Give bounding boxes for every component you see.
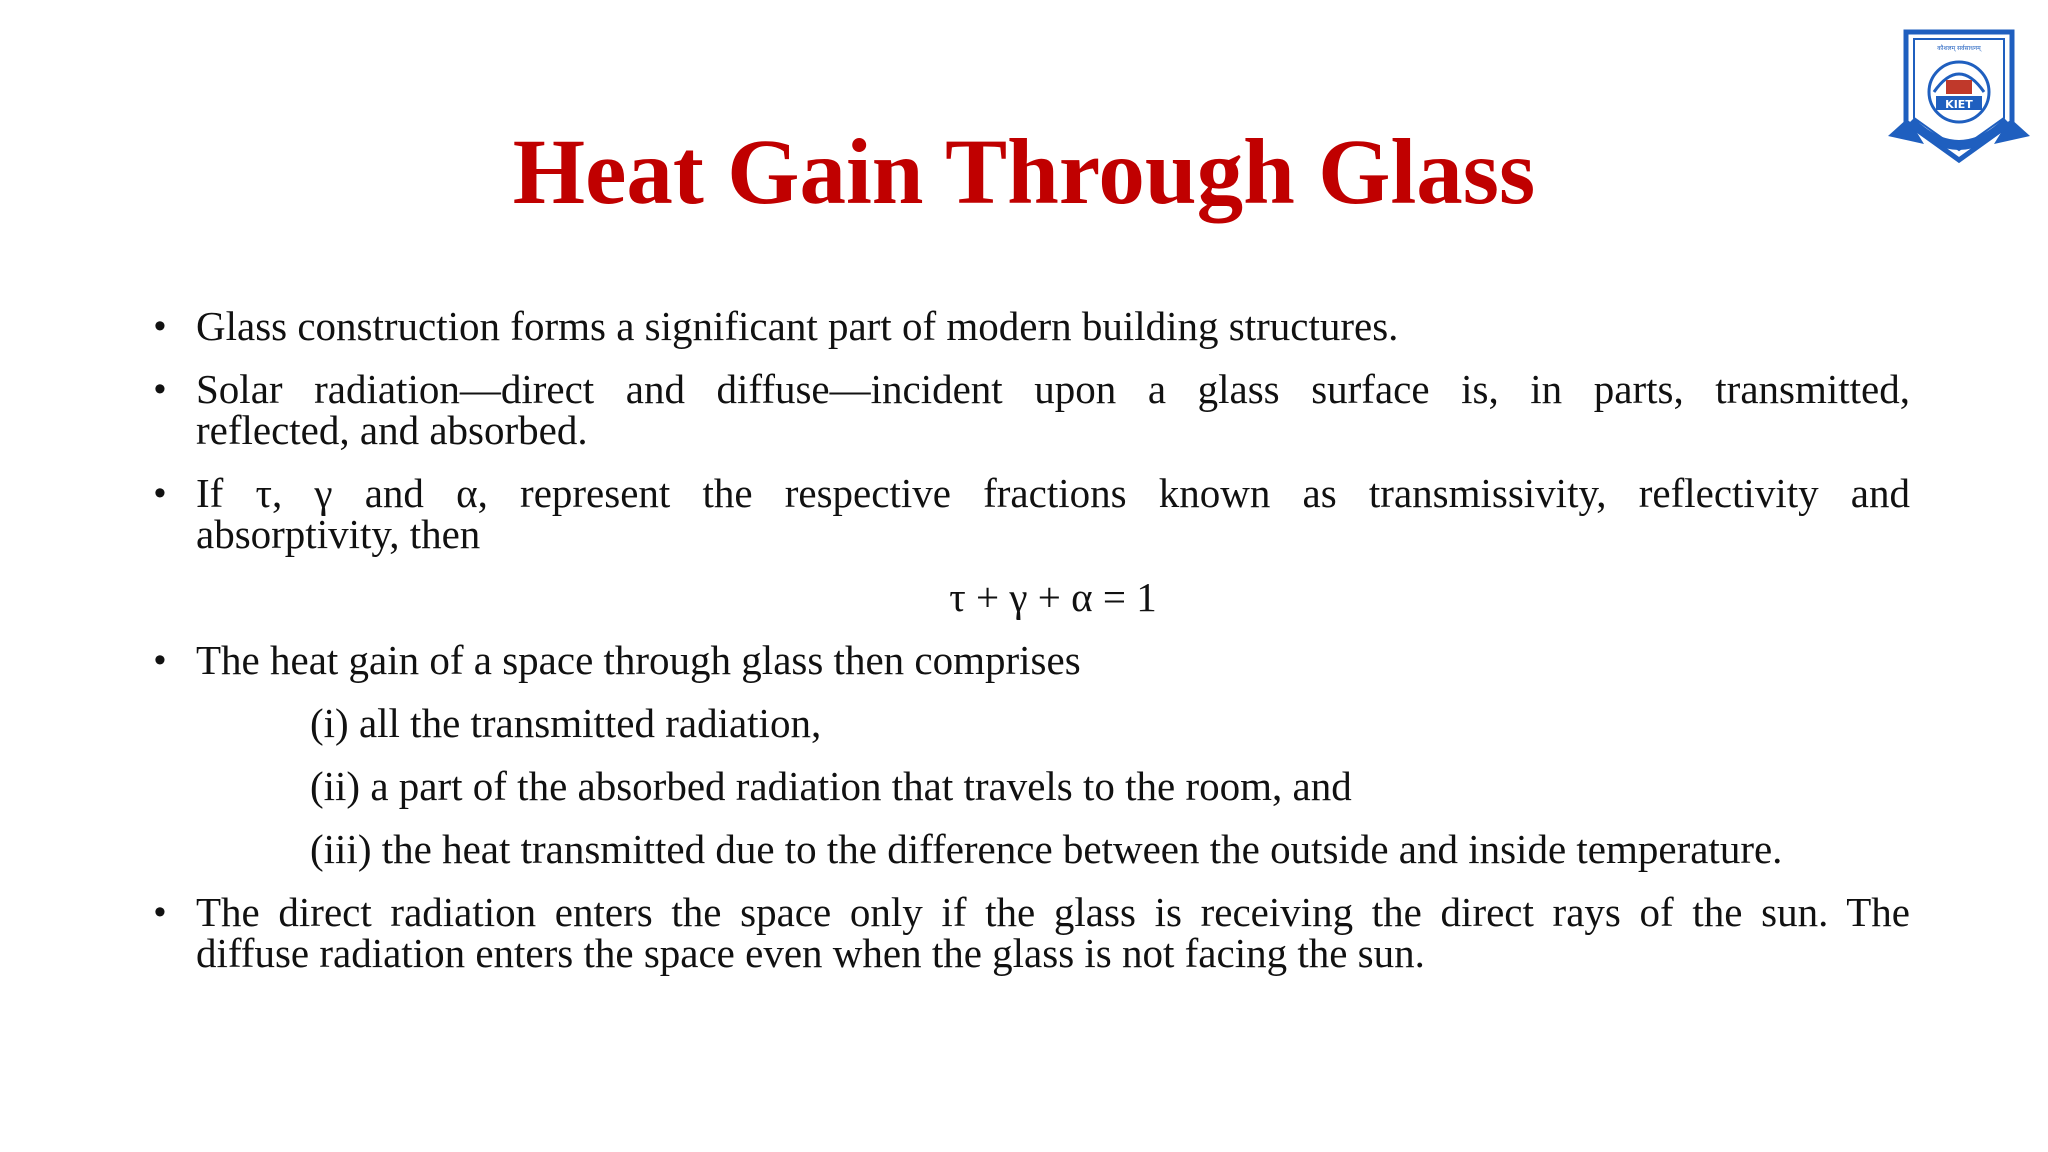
sub-item: (iii) the heat transmitted due to the difference between the outside and inside temperature. <box>310 826 1783 872</box>
bullet-icon: • <box>154 893 166 931</box>
bullet-icon: • <box>154 474 166 512</box>
slide-title: Heat Gain Through Glass <box>512 121 1536 224</box>
slide-content <box>150 303 1910 996</box>
bullet-icon: • <box>154 641 166 679</box>
bullet-item <box>150 889 1910 976</box>
sub-item: (i) all the transmitted radiation, <box>310 700 822 746</box>
bullet-item <box>150 637 1910 683</box>
bullet-item <box>150 366 1910 453</box>
bullet-text: Glass construction forms a significant part of modern building structures. <box>196 303 1399 349</box>
bullet-item <box>150 303 1910 349</box>
bullet-text: The heat gain of a space through glass then comprises <box>196 637 1081 683</box>
bullet-text-line: Solar radiation—direct and diffuse—incident upon a glass surface is, in parts, transmitted, <box>196 366 1910 412</box>
sub-item: (ii) a part of the absorbed radiation that travels to the room, and <box>310 763 1352 809</box>
bullet-item <box>150 470 1910 557</box>
bullet-text-line: reflected, and absorbed. <box>196 407 588 453</box>
bullet-text-line: The direct radiation enters the space only if the glass is receiving the direct rays of the sun. The <box>196 889 1910 935</box>
svg-text:कौशलम् सर्वसाधनम्: कौशलम् सर्वसाधनम् <box>1937 45 1981 52</box>
bullet-text-line: If τ, γ and α, represent the respective fractions known as transmissivity, reflectivity and <box>196 470 1910 516</box>
svg-text:KIET: KIET <box>1945 98 1973 111</box>
bullet-text-line: diffuse radiation enters the space even when the glass is not facing the sun. <box>196 930 1425 976</box>
bullet-text-line: absorptivity, then <box>196 511 481 557</box>
bullet-icon: • <box>154 370 166 408</box>
equation: τ + γ + α = 1 <box>949 574 1157 620</box>
bullet-icon: • <box>154 307 166 345</box>
